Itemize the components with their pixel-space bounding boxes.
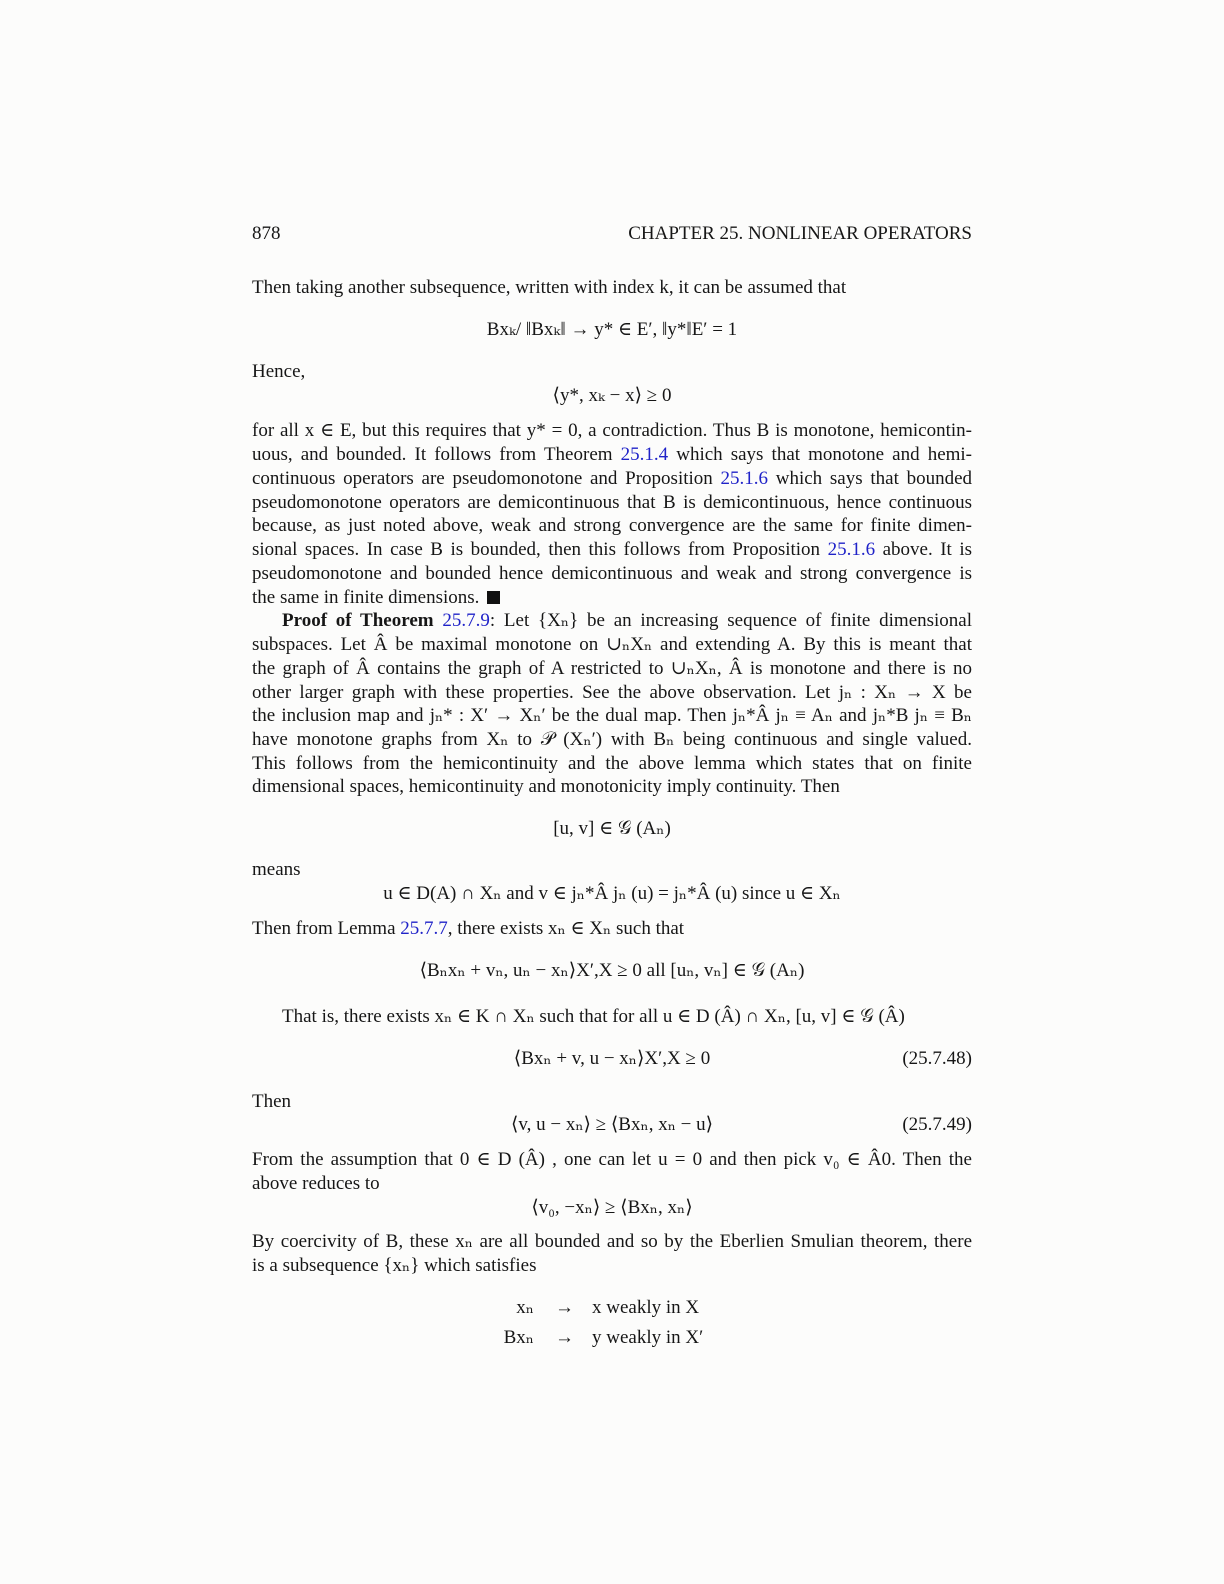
text-line: Then from Lemma 25.7.7, there exists xₙ ∈ Xₙ such that bbox=[252, 918, 685, 939]
text-line: other larger graph with these properties. See the above observation. Let jₙ : Xₙ → X be bbox=[252, 682, 972, 703]
theorem-link[interactable]: 25.7.9 bbox=[442, 610, 490, 631]
text-line: From the assumption that 0 ∈ D (Â) , one can let u = 0 and then pick v₀ ∈ Â0. Then the bbox=[252, 1149, 972, 1170]
equation-number: (25.7.49) bbox=[902, 1114, 972, 1135]
lemma-link[interactable]: 25.7.7 bbox=[400, 918, 448, 939]
text-line: dimensional spaces, hemicontinuity and monotonicity imply continuity. Then bbox=[252, 776, 840, 797]
text-line: means bbox=[252, 859, 301, 880]
equation: [u, v] ∈ 𝒢 (Aₙ) bbox=[553, 818, 671, 839]
text-line: Proof of Theorem 25.7.9: Let {Xₙ} be an increasing sequence of finite dimensional bbox=[282, 610, 973, 631]
text-line: uous, and bounded. It follows from Theorem 25.1.4 which says that monotone and hemi- bbox=[252, 444, 973, 465]
theorem-link[interactable]: 25.1.4 bbox=[620, 444, 669, 465]
align-lhs: Bxₙ bbox=[503, 1327, 534, 1348]
text-line: is a subsequence {xₙ} which satisfies bbox=[252, 1255, 537, 1276]
equation: u ∈ D(A) ∩ Xₙ and v ∈ jₙ*Â jₙ (u) = jₙ*Â (u) since u ∈ Xₙ bbox=[383, 883, 841, 904]
text-line: By coercivity of B, these xₙ are all bounded and so by the Eberlien Smulian theorem, there bbox=[252, 1231, 972, 1252]
text-line: continuous operators are pseudomonotone and Proposition 25.1.6 which says that bounded bbox=[252, 468, 973, 489]
equation: ⟨Bxₙ + v, u − xₙ⟩X′,X ≥ 0 bbox=[513, 1048, 711, 1069]
align-arrow: → bbox=[555, 1297, 574, 1318]
equation: ⟨y*, xₖ − x⟩ ≥ 0 bbox=[552, 385, 672, 406]
running-header: CHAPTER 25. NONLINEAR OPERATORS bbox=[628, 223, 972, 244]
equation: ⟨v₀, −xₙ⟩ ≥ ⟨Bxₙ, xₙ⟩ bbox=[531, 1197, 693, 1218]
text-line: This follows from the hemicontinuity and the above lemma which states that on finite bbox=[252, 753, 972, 774]
text-line: Then taking another subsequence, written with index k, it can be assumed that bbox=[252, 277, 847, 298]
proposition-link[interactable]: 25.1.6 bbox=[827, 539, 876, 560]
equation: ⟨v, u − xₙ⟩ ≥ ⟨Bxₙ, xₙ − u⟩ bbox=[510, 1114, 714, 1135]
text-line: above reduces to bbox=[252, 1173, 380, 1194]
text-line: sional spaces. In case B is bounded, then this follows from Proposition 25.1.6 above. It is bbox=[252, 539, 973, 560]
align-lhs: xₙ bbox=[516, 1297, 534, 1318]
text-line: the same in finite dimensions. bbox=[252, 586, 972, 610]
align-rhs: x weakly in X bbox=[592, 1297, 700, 1318]
text-line: for all x ∈ E, but this requires that y* = 0, a contradiction. Thus B is monotone, hemicontin- bbox=[252, 420, 972, 441]
text-line: the graph of Â contains the graph of A restricted to ∪ₙXₙ, Â is monotone and there is no bbox=[252, 658, 972, 679]
proposition-link[interactable]: 25.1.6 bbox=[720, 468, 769, 489]
align-arrow: → bbox=[555, 1327, 574, 1348]
text-line: pseudomonotone and bounded hence demicontinuous and weak and strong convergence is bbox=[252, 563, 972, 584]
align-rhs: y weakly in X′ bbox=[592, 1327, 704, 1348]
text-line: Hence, bbox=[252, 361, 306, 382]
text-line: have monotone graphs from Xₙ to 𝒫 (Xₙ′) with Bₙ being continuous and single valued. bbox=[252, 729, 972, 750]
text-line: subspaces. Let Â be maximal monotone on ∪ₙXₙ and extending A. By this is meant that bbox=[252, 634, 972, 655]
text-line: Then bbox=[252, 1091, 292, 1112]
equation-number: (25.7.48) bbox=[902, 1048, 972, 1069]
equation: Bxₖ/ ‖Bxₖ‖ → y* ∈ E′, ‖y*‖E′ = 1 bbox=[486, 319, 738, 340]
equation: ⟨Bₙxₙ + vₙ, uₙ − xₙ⟩X′,X ≥ 0 all [uₙ, vₙ] ∈ 𝒢 (Aₙ) bbox=[419, 960, 805, 981]
text-line: That is, there exists xₙ ∈ K ∩ Xₙ such that for all u ∈ D (Â) ∩ Xₙ, [u, v] ∈ 𝒢 (Â) bbox=[282, 1006, 905, 1027]
page-number: 878 bbox=[252, 223, 281, 244]
proof-heading: Proof of Theorem bbox=[282, 610, 434, 631]
text-line: pseudomonotone operators are demicontinuous that B is demicontinuous, hence continuous bbox=[252, 492, 972, 513]
qed-square-icon bbox=[487, 591, 500, 604]
text-line: the inclusion map and jₙ* : X′ → Xₙ′ be the dual map. Then jₙ*Â jₙ ≡ Aₙ and jₙ*B jₙ ≡ Bₙ bbox=[252, 705, 972, 726]
text-line: because, as just noted above, weak and strong convergence are the same for finite dimen- bbox=[252, 515, 972, 536]
